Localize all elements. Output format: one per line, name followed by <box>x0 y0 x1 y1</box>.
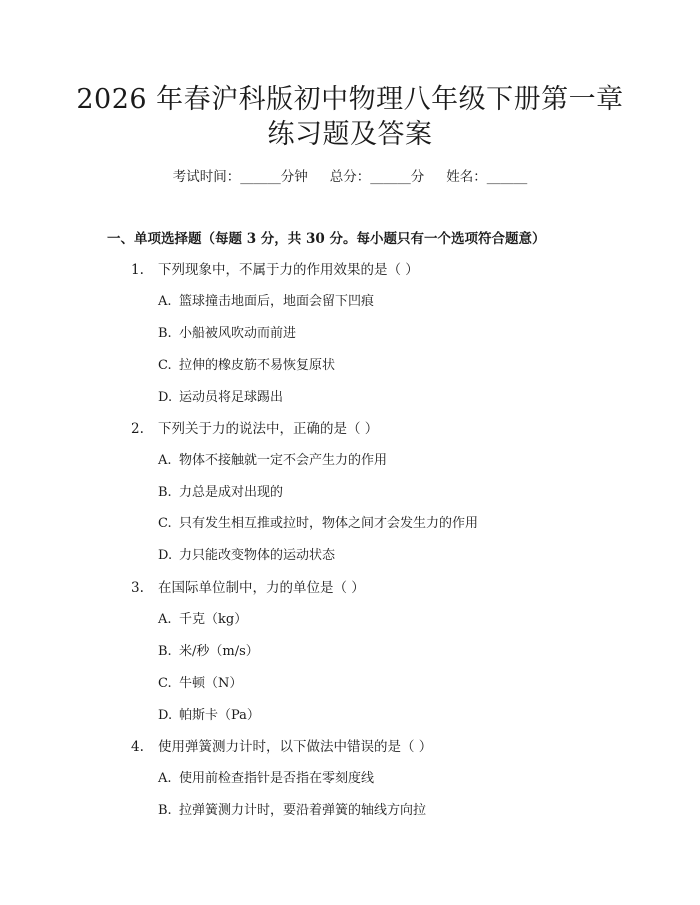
question-text: 下列关于力的说法中，正确的是（ ） <box>158 421 379 437</box>
question-3-option-c <box>158 674 242 694</box>
option-letter: B. <box>158 803 172 818</box>
option-text: 拉伸的橡皮筋不易恢复原状 <box>179 358 336 373</box>
option-letter: C. <box>158 676 172 691</box>
option-letter: B. <box>158 485 172 500</box>
option-text: 篮球撞击地面后，地面会留下凹痕 <box>179 294 375 309</box>
question-3-option-d <box>158 706 260 726</box>
option-text: 牛顿（N） <box>179 676 243 691</box>
option-text: 力只能改变物体的运动状态 <box>179 548 336 563</box>
question-3-option-b <box>158 642 259 662</box>
question-number: 1. <box>131 262 144 278</box>
question-4 <box>131 737 432 757</box>
option-letter: C. <box>158 516 172 531</box>
question-text: 在国际单位制中，力的单位是（ ） <box>158 580 365 596</box>
question-2-option-d <box>158 546 335 566</box>
question-1-option-d <box>158 388 283 408</box>
question-2-option-b <box>158 483 283 503</box>
question-text: 下列现象中，不属于力的作用效果的是（ ） <box>158 262 419 278</box>
document-title-line-1: 2026 年春沪科版初中物理八年级下册第一章 <box>76 84 624 115</box>
question-2-option-a <box>158 451 387 471</box>
option-letter: D. <box>158 390 173 405</box>
option-letter: D. <box>158 708 173 723</box>
question-1-option-c <box>158 356 335 376</box>
option-letter: A. <box>158 612 172 627</box>
option-letter: A. <box>158 453 172 468</box>
option-text: 帕斯卡（Pa） <box>179 708 260 723</box>
question-number: 3. <box>131 580 144 596</box>
total-score-field: 总分：______分 <box>329 169 425 185</box>
option-text: 米/秒（m/s） <box>179 644 259 659</box>
student-name-field: 姓名：______ <box>446 169 528 185</box>
option-text: 拉弹簧测力计时，要沿着弹簧的轴线方向拉 <box>179 803 427 818</box>
option-letter: C. <box>158 358 172 373</box>
option-text: 只有发生相互推或拉时，物体之间才会发生力的作用 <box>179 516 479 531</box>
question-4-option-a <box>158 769 374 789</box>
option-text: 运动员将足球踢出 <box>179 390 284 405</box>
option-text: 力总是成对出现的 <box>179 485 284 500</box>
question-number: 4. <box>131 739 144 755</box>
question-2 <box>131 419 378 439</box>
exam-info-row <box>0 167 700 187</box>
option-letter: B. <box>158 644 172 659</box>
question-1 <box>131 260 419 280</box>
question-text: 使用弹簧测力计时，以下做法中错误的是（ ） <box>158 739 433 755</box>
question-3-option-a <box>158 610 247 630</box>
option-letter: D. <box>158 548 173 563</box>
exam-time-field: 考试时间：______分钟 <box>172 169 308 185</box>
question-2-option-c <box>158 514 478 534</box>
option-text: 物体不接触就一定不会产生力的作用 <box>179 453 388 468</box>
question-3 <box>131 578 365 598</box>
option-letter: A. <box>158 294 172 309</box>
question-4-option-b <box>158 801 426 821</box>
option-text: 小船被风吹动而前进 <box>179 326 297 341</box>
question-1-option-b <box>158 324 296 344</box>
option-letter: B. <box>158 326 172 341</box>
question-1-option-a <box>158 292 374 312</box>
document-title-line-2: 练习题及答案 <box>267 119 433 150</box>
option-text: 千克（kg） <box>179 612 248 627</box>
option-letter: A. <box>158 771 172 786</box>
option-text: 使用前检查指针是否指在零刻度线 <box>179 771 375 786</box>
section-heading: 一、单项选择题（每题 3 分，共 30 分。每小题只有一个选项符合题意） <box>107 231 546 247</box>
question-number: 2. <box>131 421 144 437</box>
